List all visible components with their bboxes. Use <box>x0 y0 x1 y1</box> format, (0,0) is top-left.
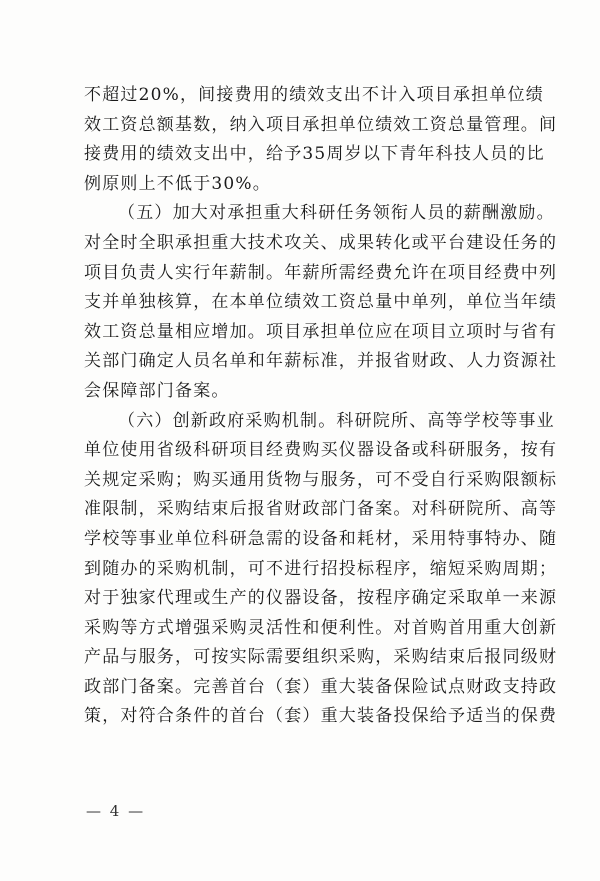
text-line: 产品与服务，可按实际需要组织采购，采购结束后报同级财 <box>84 647 558 668</box>
text-line: 例原则上不低于30%。 <box>84 173 271 194</box>
text-line: 支并单独核算，在本单位绩效工资总量中单列，单位当年绩 <box>84 292 558 313</box>
text-line: 政部门备案。完善首台（套）重大装备保险试点财政支持政 <box>84 676 558 697</box>
text-line: 关规定采购；购买通用货物与服务，可不受自行采购限额标 <box>84 469 558 490</box>
page-number: — 4 — <box>86 802 146 820</box>
text-line: 接费用的绩效支出中，给予35周岁以下青年科技人员的比 <box>84 144 545 165</box>
text-line: 学校等事业单位科研急需的设备和耗材，采用特事特办、随 <box>84 528 558 549</box>
text-line: 不超过20%，间接费用的绩效支出不计入项目承担单位绩 <box>84 85 544 105</box>
section-heading-6: （六）创新政府采购机制。科研院所、高等学校等事业 <box>118 410 555 431</box>
body-text <box>84 81 558 732</box>
section-heading-5: （五）加大对承担重大科研任务领衔人员的薪酬激励。 <box>118 203 555 224</box>
text-line: 会保障部门备案。 <box>84 380 230 401</box>
text-line: 单位使用省级科研项目经费购买仪器设备或科研服务，按有 <box>84 440 558 461</box>
text-line: 到随办的采购机制，可不进行招投标程序，缩短采购周期； <box>84 558 558 579</box>
text-line: 对于独家代理或生产的仪器设备，按程序确定采取单一来源 <box>84 588 558 609</box>
text-line: 策，对符合条件的首台（套）重大装备投保给予适当的保费 <box>84 706 558 727</box>
text-line: 采购等方式增强采购灵活性和便利性。对首购首用重大创新 <box>84 617 558 638</box>
text-line: 效工资总量相应增加。项目承担单位应在项目立项时与省有 <box>84 321 558 342</box>
text-line: 项目负责人实行年薪制。年薪所需经费允许在项目经费中列 <box>84 262 558 283</box>
text-line: 效工资总额基数，纳入项目承担单位绩效工资总量管理。间 <box>84 114 558 135</box>
text-line: 关部门确定人员名单和年薪标准，并报省财政、人力资源社 <box>84 351 558 372</box>
text-line: 对全时全职承担重大技术攻关、成果转化或平台建设任务的 <box>84 232 558 253</box>
text-line: 准限制，采购结束后报省财政部门备案。对科研院所、高等 <box>84 499 558 520</box>
